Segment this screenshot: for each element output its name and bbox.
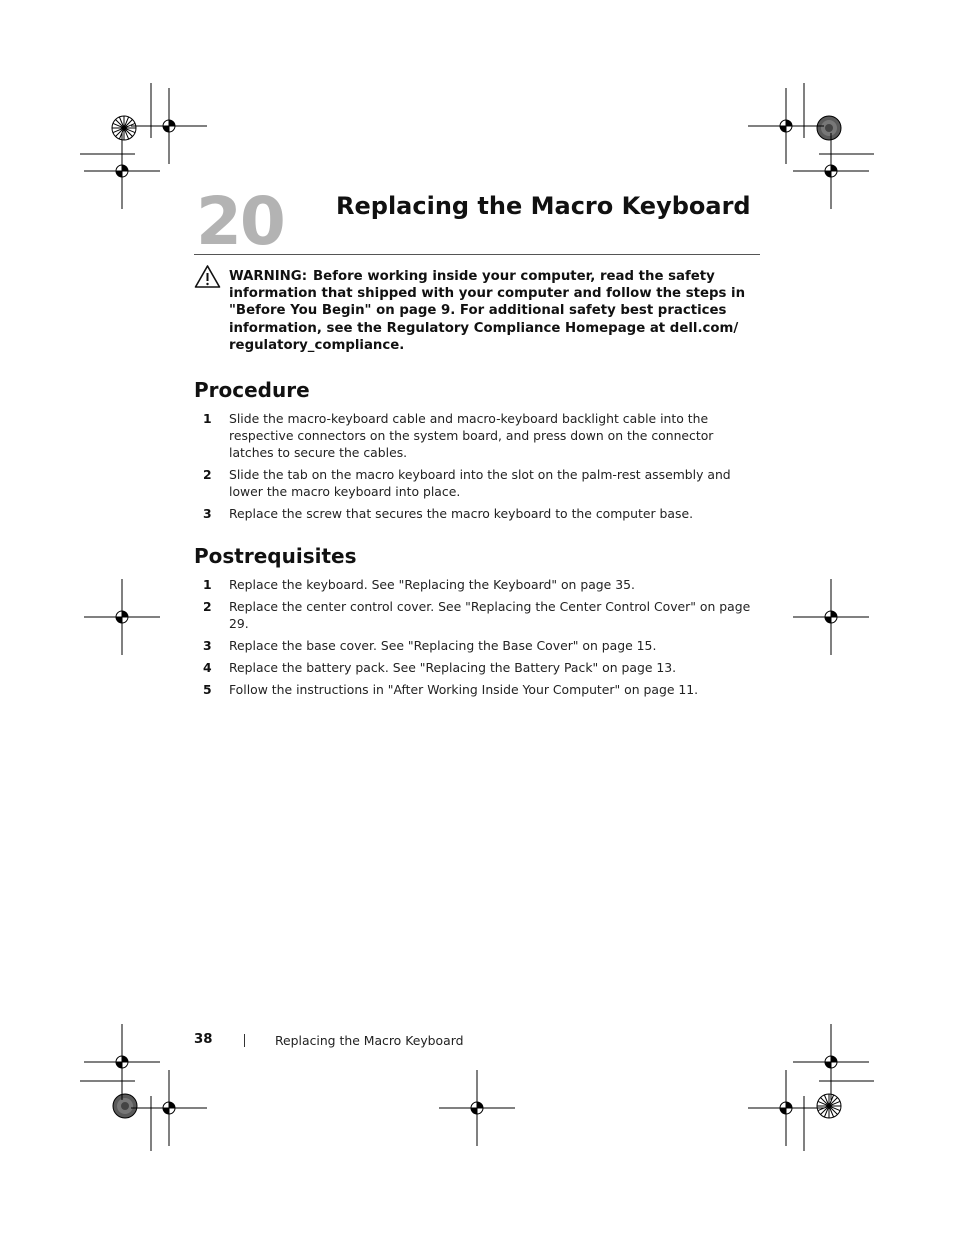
procedure-steps xyxy=(194,410,754,522)
step-text: Slide the macro-keyboard cable and macro-keyboard backlight cable into the respective connectors on the system board, and press down on the connector latches to secure the cables. xyxy=(229,411,714,460)
warning-notice xyxy=(229,268,759,354)
step-number: 4 xyxy=(203,660,212,675)
running-title: Replacing the Macro Keyboard xyxy=(275,1033,464,1048)
footer-divider xyxy=(244,1034,245,1047)
list-item xyxy=(194,466,754,500)
step-number: 2 xyxy=(203,467,212,482)
step-text: Replace the center control cover. See "Replacing the Center Control Cover" on page 29. xyxy=(229,599,751,631)
chapter-divider xyxy=(194,254,760,255)
step-text: Follow the instructions in "After Working Inside Your Computer" on page 11. xyxy=(229,682,699,697)
step-number: 5 xyxy=(203,682,212,697)
step-text: Replace the screw that secures the macro keyboard to the computer base. xyxy=(229,506,694,521)
step-number: 1 xyxy=(203,411,212,426)
step-number: 1 xyxy=(203,577,212,592)
step-text: Replace the base cover. See "Replacing the Base Cover" on page 15. xyxy=(229,638,657,653)
list-item xyxy=(194,681,754,698)
warning-label: WARNING: xyxy=(229,269,308,284)
step-text: Replace the keyboard. See "Replacing the Keyboard" on page 35. xyxy=(229,577,635,592)
chapter-title: Replacing the Macro Keyboard xyxy=(336,192,751,220)
list-item xyxy=(194,659,754,676)
list-item xyxy=(194,410,754,461)
list-item xyxy=(194,576,754,593)
step-text: Replace the battery pack. See "Replacing the Battery Pack" on page 13. xyxy=(229,660,677,675)
postrequisites-steps xyxy=(194,576,754,698)
list-item xyxy=(194,505,754,522)
chapter-number: 20 xyxy=(196,183,284,260)
step-number: 2 xyxy=(203,599,212,614)
warning-body: Before working inside your computer, read the safety information that shipped with your computer and follow the steps in "Before You Begin" on page 9. For additional safety best practices information, see the Regulatory Compliance Homepage at dell.com/ regulatory_compliance. xyxy=(229,269,746,353)
page-number: 38 xyxy=(194,1032,213,1047)
step-text: Slide the tab on the macro keyboard into the slot on the palm-rest assembly and lower the macro keyboard into place. xyxy=(229,467,731,499)
step-number: 3 xyxy=(203,638,212,653)
list-item xyxy=(194,598,754,632)
postrequisites-heading: Postrequisites xyxy=(194,544,357,568)
procedure-heading: Procedure xyxy=(194,378,310,402)
step-number: 3 xyxy=(203,506,212,521)
list-item xyxy=(194,637,754,654)
warning-triangle-icon xyxy=(194,264,221,289)
